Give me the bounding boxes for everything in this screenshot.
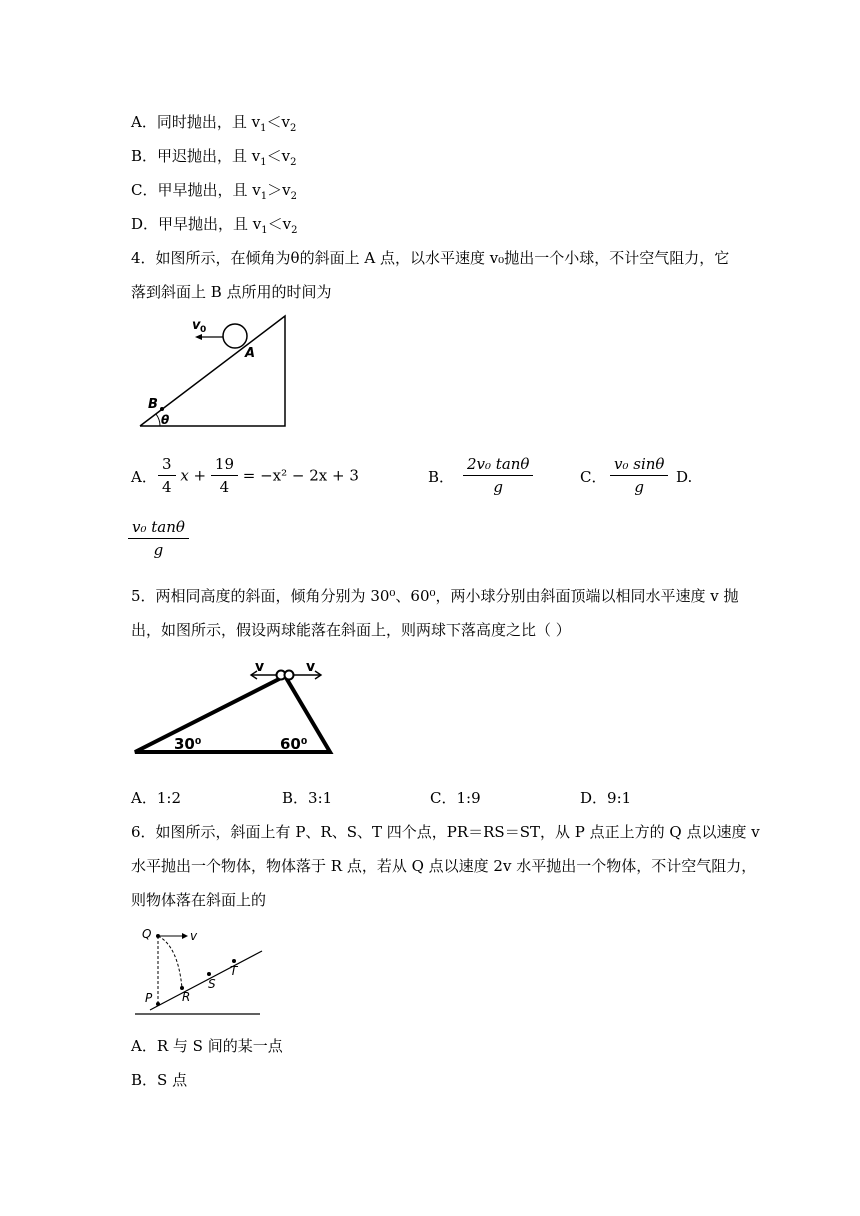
denominator: g (634, 478, 645, 496)
label-b: B (148, 397, 158, 412)
denominator: g (493, 478, 504, 496)
fraction (158, 453, 176, 498)
label-a: A (245, 346, 256, 361)
option-label: D． (580, 789, 608, 807)
q5-option-c (430, 788, 481, 808)
q4-option-a-label: A． (131, 468, 157, 486)
fraction (128, 516, 189, 561)
q3-option-a (131, 112, 296, 139)
numerator: 3 (158, 453, 176, 476)
option-label: C． (131, 181, 158, 199)
option-label: B． (131, 147, 158, 165)
q4-option-a-expr (158, 453, 359, 498)
numerator: v₀ tanθ (128, 516, 189, 539)
subscript: 1 (260, 191, 268, 202)
q6-stem-line1: 6．如图所示，斜面上有 P、R、S、T 四个点，PR＝RS＝ST，从 P 点正上方的 Q 点以速度 v (131, 823, 760, 841)
q6-stem-line2: 水平抛出一个物体，物体落于 R 点，若从 Q 点以速度 2v 水平抛出一个物体，不计空气阻力， (131, 857, 757, 875)
label-p: P (145, 991, 153, 1005)
q5-incline-figure (130, 655, 340, 760)
option-text: ＜v (266, 113, 290, 131)
denominator: 4 (162, 478, 172, 496)
option-text: 3:1 (308, 789, 333, 807)
option-label: B． (282, 789, 309, 807)
numerator: 19 (211, 453, 238, 476)
expr-text: x + (180, 466, 207, 485)
label-q: Q (142, 927, 152, 941)
label-s: S (208, 977, 216, 991)
q4-option-c-label: C． (580, 468, 607, 486)
fraction (211, 453, 238, 498)
numerator: v₀ sinθ (610, 453, 668, 476)
option-label: A． (131, 1037, 157, 1055)
numerator: 2v₀ tanθ (463, 453, 533, 476)
option-text: 1:9 (456, 789, 481, 807)
q6-option-a (131, 1036, 283, 1056)
label-t: T (230, 964, 238, 978)
expr-text: = −x² − 2x + 3 (242, 466, 359, 485)
q5-option-a (131, 788, 181, 808)
label-v-right: v (306, 659, 316, 675)
option-label: B． (131, 1071, 158, 1089)
q4-incline-figure (135, 312, 295, 432)
subscript: 1 (260, 123, 267, 134)
q4-option-d-expr (128, 516, 189, 561)
subscript: 1 (260, 157, 267, 168)
label-v0-sub: 0 (200, 325, 207, 335)
q4-option-b-label: B． (428, 468, 455, 486)
q6-incline-figure (130, 924, 265, 1019)
subscript: 2 (291, 225, 298, 236)
q6-stem-line3: 则物体落在斜面上的 (131, 891, 267, 909)
q4-option-b-expr (463, 453, 533, 498)
q4-option-c-expr (610, 453, 668, 498)
option-text: ＜v (266, 147, 291, 165)
denominator: 4 (219, 478, 230, 496)
q5-option-d (580, 788, 631, 808)
option-label: A． (131, 113, 157, 131)
label-v: v (190, 929, 198, 943)
label-v0: v (192, 318, 201, 333)
option-text: 甲迟抛出，且 v (157, 147, 261, 165)
subscript: 2 (289, 123, 297, 134)
option-text: 1:2 (156, 789, 181, 807)
option-label: D． (131, 215, 159, 233)
option-text: ＜v (267, 215, 292, 233)
q5-stem-line1: 5．两相同高度的斜面，倾角分别为 30⁰、60⁰，两小球分别由斜面顶端以相同水平速度 v 抛 (131, 587, 739, 605)
label-r: R (182, 990, 191, 1004)
fraction (463, 453, 533, 498)
q3-option-d (131, 214, 298, 241)
option-text: R 与 S 间的某一点 (156, 1037, 283, 1055)
option-text: S 点 (157, 1071, 188, 1089)
option-text: 同时抛出，且 v (156, 113, 261, 131)
label-v-left: v (255, 659, 265, 675)
q5-option-b (282, 788, 332, 808)
label-angle-60: 60⁰ (280, 735, 308, 753)
fraction (610, 453, 668, 498)
subscript: 2 (290, 157, 297, 168)
subscript: 2 (290, 191, 297, 202)
option-text: 甲早抛出，且 v (158, 215, 262, 233)
denominator: g (153, 541, 164, 559)
q3-option-c (131, 180, 297, 207)
label-angle-30: 30⁰ (174, 735, 202, 753)
q5-stem-line2: 出，如图所示，假设两球能落在斜面上，则两球下落高度之比（ ） (131, 621, 571, 639)
label-theta: θ (161, 413, 170, 427)
option-label: A． (131, 789, 157, 807)
q6-option-b (131, 1070, 187, 1090)
option-text: 甲早抛出，且 v (157, 181, 261, 199)
subscript: 1 (261, 225, 268, 236)
option-text: 9:1 (607, 789, 632, 807)
q4-stem-line2: 落到斜面上 B 点所用的时间为 (131, 283, 332, 301)
option-label: C． (430, 789, 457, 807)
q3-option-b (131, 146, 297, 173)
q4-stem-line1: 4．如图所示，在倾角为θ的斜面上 A 点，以水平速度 v₀抛出一个小球，不计空气阻力，它 (131, 249, 730, 267)
option-text: ＞v (267, 181, 291, 199)
q4-option-d-label: D. (676, 468, 693, 486)
